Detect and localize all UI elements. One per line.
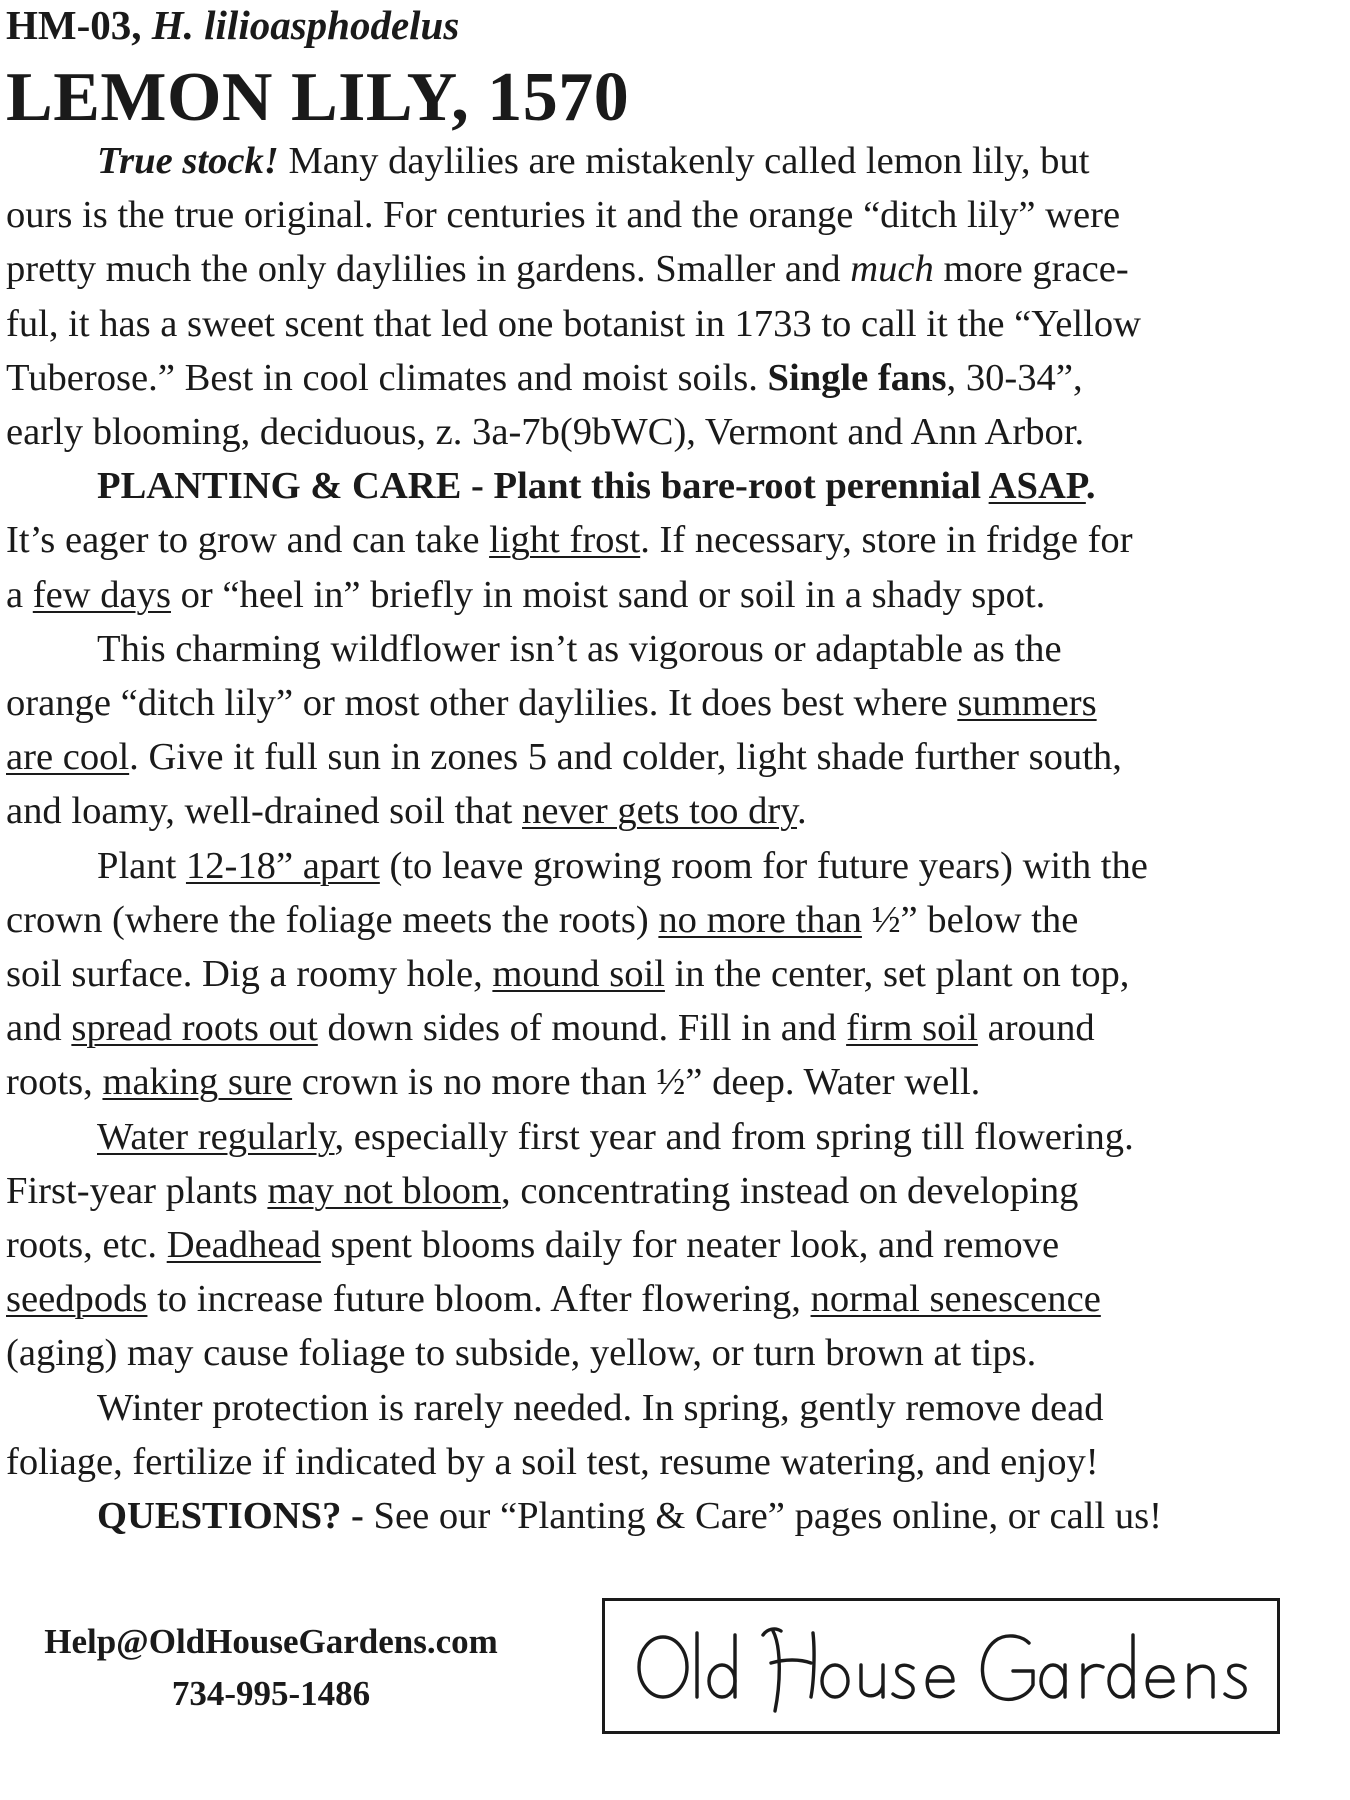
species-name: H. lilioasphodelus <box>151 2 460 48</box>
lead-phrase: True stock! <box>97 140 279 182</box>
text-run: , concentrating instead on developing <box>501 1169 1079 1212</box>
text-line: ours is the true original. For centuries it and the orange “ditch lily” were <box>6 194 1121 237</box>
product-code: HM-03, <box>6 2 152 48</box>
text-run: Plant <box>97 844 186 887</box>
text-run: . If necessary, store in fridge for <box>640 519 1133 562</box>
text-run: orange “ditch lily” or most other daylilies. It does best where <box>6 682 958 725</box>
text-line <box>6 1489 1348 1543</box>
text-line <box>6 1001 1348 1055</box>
text-line <box>6 893 1348 947</box>
text-run: Many daylilies are mistakenly called lemon lily, but <box>278 140 1090 182</box>
text-run: . Give it full sun in zones 5 and colder, light shade further south, <box>129 736 1122 779</box>
underlined-phrase: normal senescence <box>810 1278 1101 1321</box>
text-run: , 30-34”, <box>946 356 1083 399</box>
text-line <box>6 134 1348 188</box>
underlined-phrase: Deadhead <box>166 1224 321 1267</box>
text-run: crown is no more than ½” deep. Water well. <box>292 1061 981 1104</box>
text-line <box>6 730 1348 784</box>
contact-email: Help@OldHouseGardens.com <box>44 1622 498 1661</box>
text-run: a <box>6 573 33 616</box>
text-run: and <box>6 1007 72 1050</box>
text-line <box>6 839 1348 893</box>
text-run: more grace- <box>933 248 1129 291</box>
text-line <box>6 1110 1348 1164</box>
text-run: around <box>977 1007 1095 1050</box>
text-run: or “heel in” briefly in moist sand or soil in a shady spot. <box>170 573 1046 616</box>
description-body <box>6 134 1348 1543</box>
text-run: to increase future bloom. After flowering, <box>147 1278 811 1321</box>
underlined-phrase: 12-18” apart <box>185 844 380 887</box>
text-line: foliage, fertilize if indicated by a soil test, resume watering, and enjoy! <box>6 1440 1099 1483</box>
underlined-phrase: no more than <box>658 898 862 941</box>
text-run: roots, <box>6 1061 103 1104</box>
text-run: roots, etc. <box>6 1224 167 1267</box>
underlined-phrase: light frost <box>489 519 641 562</box>
text-run: , especially first year and from spring till flowering. <box>334 1115 1134 1158</box>
brand-logo <box>602 1598 1280 1734</box>
text-run: It’s eager to grow and can take <box>6 519 490 562</box>
text-run: (to leave growing room for future years) with the <box>379 844 1148 887</box>
text-line <box>6 1272 1348 1326</box>
text-run: spent blooms daily for neater look, and remove <box>320 1224 1060 1267</box>
text-run: Tuberose.” Best in cool climates and moist soils. <box>6 356 768 399</box>
underlined-phrase: seedpods <box>6 1278 148 1321</box>
text-line <box>6 513 1348 567</box>
text-run: First-year plants <box>6 1169 268 1212</box>
logo-wordmark-icon <box>605 1601 1277 1731</box>
underlined-phrase: summers <box>957 682 1097 725</box>
text-line <box>6 1055 1348 1109</box>
underlined-phrase: Water regularly <box>97 1115 335 1158</box>
logo-text: Old House Gardens <box>937 1726 945 1727</box>
text-run: . <box>797 790 807 833</box>
underlined-phrase: firm soil <box>846 1007 978 1050</box>
text-line: ful, it has a sweet scent that led one botanist in 1733 to call it the “Yellow <box>6 302 1141 345</box>
text-run: ½” below the <box>861 898 1079 941</box>
underlined-phrase: ASAP <box>988 465 1086 508</box>
text-run: . <box>1085 465 1096 508</box>
underlined-phrase: spread roots out <box>71 1007 318 1050</box>
text-line <box>6 459 1348 513</box>
text-line <box>6 676 1348 730</box>
bold-phrase: Single fans <box>767 356 947 399</box>
text-line <box>6 351 1348 405</box>
emphasis: much <box>850 248 934 291</box>
underlined-phrase: may not bloom <box>267 1169 502 1212</box>
text-line <box>6 568 1348 622</box>
underlined-phrase: are cool <box>6 736 130 779</box>
product-code-line <box>6 2 459 48</box>
text-run: in the center, set plant on top, <box>664 953 1130 996</box>
underlined-phrase: few days <box>32 573 171 616</box>
text-line: This charming wildflower isn’t as vigorous or adaptable as the <box>97 627 1062 670</box>
contact-block <box>6 1616 536 1720</box>
text-line <box>6 947 1348 1001</box>
text-run: pretty much the only daylilies in gardens. Smaller and <box>6 248 851 291</box>
text-run: See our “Planting & Care” pages online, or call us! <box>373 1495 1163 1538</box>
text-run: and loamy, well-drained soil that <box>6 790 523 833</box>
text-line <box>6 242 1348 296</box>
contact-phone: 734-995-1486 <box>171 1674 371 1713</box>
page-title: LEMON LILY, 1570 <box>6 59 630 136</box>
text-line <box>6 784 1348 838</box>
text-line <box>6 1164 1348 1218</box>
text-line: (aging) may cause foliage to subside, yellow, or turn brown at tips. <box>6 1332 1037 1375</box>
text-line: Winter protection is rarely needed. In spring, gently remove dead <box>97 1386 1104 1429</box>
underlined-phrase: never gets too dry <box>522 790 797 833</box>
text-line: early blooming, deciduous, z. 3a-7b(9bWC), Vermont and Ann Arbor. <box>6 411 1085 454</box>
underlined-phrase: mound soil <box>492 953 665 996</box>
section-heading: QUESTIONS? - <box>97 1495 374 1538</box>
text-run: soil surface. Dig a roomy hole, <box>6 953 493 996</box>
text-run: crown (where the foliage meets the roots) <box>6 898 659 941</box>
text-run: down sides of mound. Fill in and <box>317 1007 847 1050</box>
underlined-phrase: making sure <box>102 1061 293 1104</box>
text-line <box>6 1218 1348 1272</box>
section-heading: PLANTING & CARE - Plant this bare-root perennial <box>97 465 989 508</box>
